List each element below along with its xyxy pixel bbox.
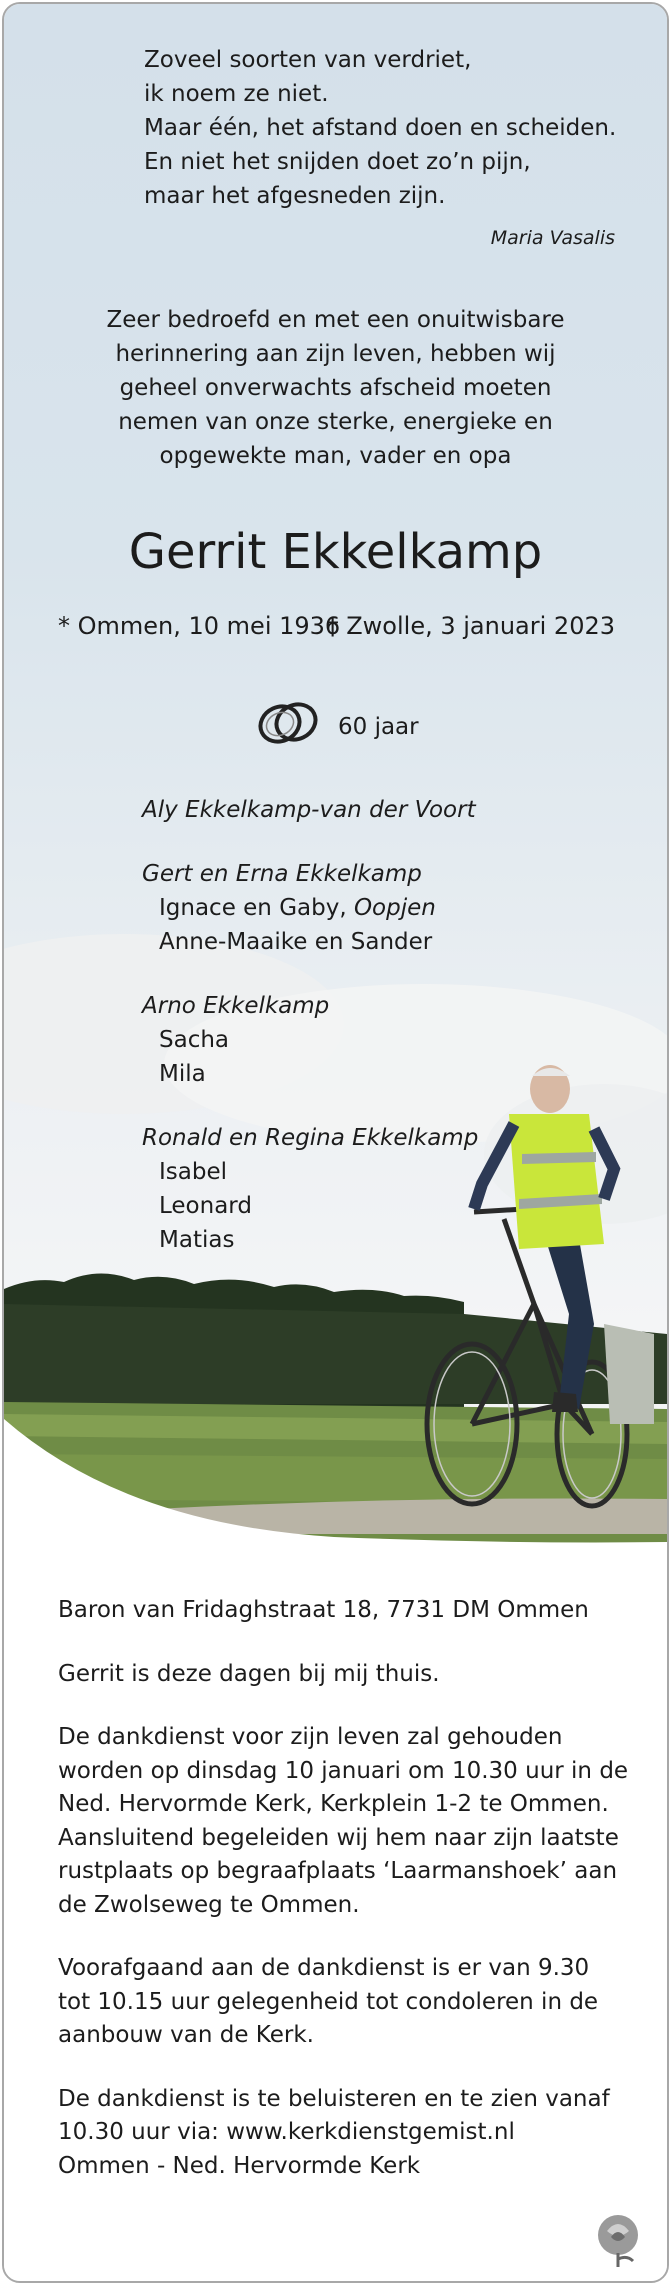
service-line: Ned. Hervormde Kerk, Kerkplein 1-2 te Ommen. <box>58 1791 609 1817</box>
family-member: Mila <box>159 1061 206 1087</box>
service-line: Aansluitend begeleiden wij hem naar zijn laatste <box>58 1824 619 1851</box>
condolence-line: Voorafgaand aan de dankdienst is er van 9.30 <box>58 1955 590 1981</box>
stream-line: 10.30 uur via: www.kerkdienstgemist.nl <box>58 2119 515 2145</box>
family-member: Sacha <box>159 1027 230 1053</box>
service-line: De dankdienst voor zijn leven zal gehouden <box>58 1724 563 1750</box>
service-line: worden op dinsdag 10 januari om 10.30 uur in de <box>58 1757 629 1784</box>
condolence-line: tot 10.15 uur gelegenheid tot condoleren in de <box>58 1988 599 2015</box>
rose-icon <box>587 2207 649 2269</box>
death-info: † Zwolle, 3 januari 2023 <box>326 612 615 640</box>
birth-info: * Ommen, 10 mei 1936 <box>58 612 341 640</box>
intro-line: Zeer bedroefd en met een onuitwisbare <box>106 307 565 333</box>
stream-line: De dankdienst is te beluisteren en te zien vanaf <box>58 2085 610 2112</box>
home-notice: Gerrit is deze dagen bij mij thuis. <box>58 1660 440 1687</box>
poem-line: ik noem ze niet. <box>144 81 329 107</box>
poem-author: Maria Vasalis <box>490 227 615 249</box>
family-name: Aly Ekkelkamp-van der Voort <box>142 797 476 823</box>
obituary-card <box>2 2 669 2283</box>
poem-line: maar het afgesneden zijn. <box>144 183 446 209</box>
family-list <box>142 794 478 1258</box>
family-member: Matias <box>159 1227 235 1253</box>
intro-line: nemen van onze sterke, energieke en <box>118 409 553 435</box>
poem-line: Maar één, het afstand doen en scheiden. <box>144 115 617 141</box>
intro-text <box>4 304 667 474</box>
family-name: Gert en Erna Ekkelkamp <box>142 861 422 887</box>
family-member: Ignace en Gaby, Oopjen <box>159 895 436 921</box>
wedding-rings-icon <box>250 694 326 754</box>
family-member: Leonard <box>159 1193 252 1219</box>
address: Baron van Fridaghstraat 18, 7731 DM Ommen <box>58 1597 589 1623</box>
poem-line: En niet het snijden doet zo’n pijn, <box>144 149 531 175</box>
intro-line: geheel onverwachts afscheid moeten <box>119 375 552 401</box>
service-line: rustplaats op begraafplaats ‘Laarmanshoek’ aan <box>58 1858 618 1884</box>
family-name: Arno Ekkelkamp <box>142 993 330 1019</box>
married-years: 60 jaar <box>338 714 419 740</box>
intro-line: opgewekte man, vader en opa <box>159 443 512 469</box>
family-name: Ronald en Regina Ekkelkamp <box>142 1125 479 1151</box>
poem <box>144 44 616 214</box>
poem-line: Zoveel soorten van verdriet, <box>144 47 472 73</box>
deceased-name: Gerrit Ekkelkamp <box>128 524 543 580</box>
service-line: de Zwolseweg te Ommen. <box>58 1891 360 1918</box>
condolence-line: aanbouw van de Kerk. <box>58 2022 314 2048</box>
stream-line: Ommen - Ned. Hervormde Kerk <box>58 2152 421 2179</box>
family-member: Isabel <box>159 1159 228 1185</box>
family-member: Anne-Maaike en Sander <box>159 929 433 955</box>
funeral-info <box>58 1594 628 2183</box>
intro-line: herinnering aan zijn leven, hebben wij <box>115 341 556 367</box>
